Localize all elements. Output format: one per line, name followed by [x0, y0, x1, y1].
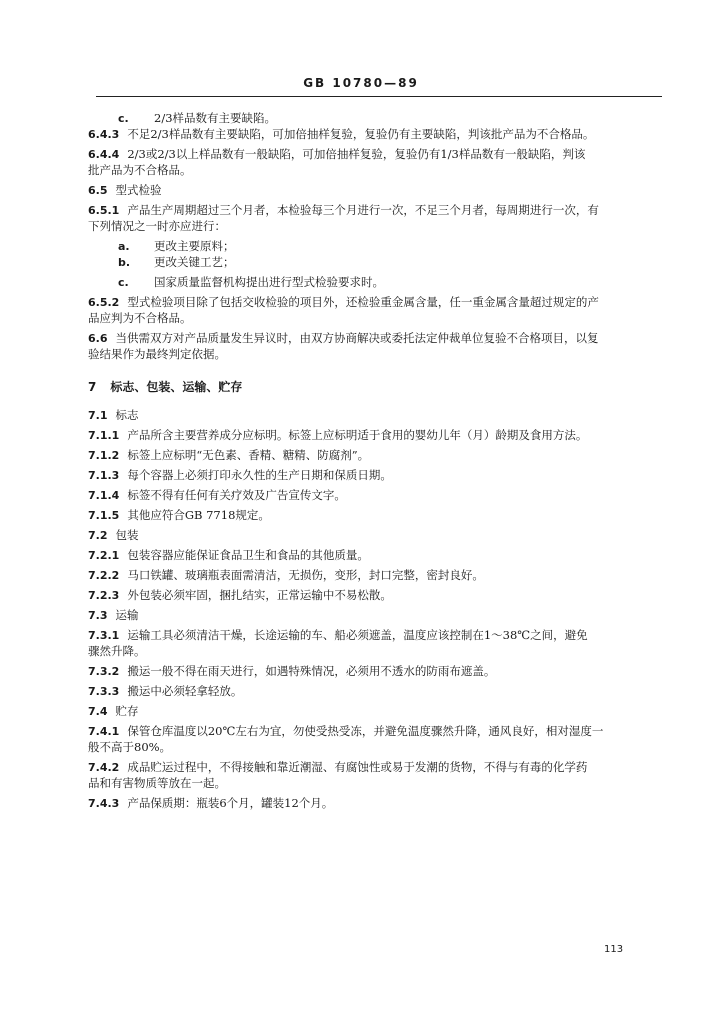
clause-number: 7.2 [88, 529, 108, 542]
clause-continuation [88, 740, 171, 755]
clause-text: 标签上应标明“无色素、香精、糖精、防腐剂”。 [127, 448, 370, 462]
clause-text: 不足2/3样品数有主要缺陷，可加倍抽样复验，复验仍有主要缺陷，判该批产品为不合格品。 [127, 127, 595, 141]
clause-line [88, 704, 139, 719]
clause-text: 产品所含主要营养成分应标明。标签上应标明适于食用的婴幼儿年（月）龄期及食用方法。 [127, 428, 588, 442]
clause-text: 搬运中必须轻拿轻放。 [127, 684, 243, 698]
clause-text: 每个容器上必须打印永久性的生产日期和保质日期。 [127, 468, 392, 482]
clause-line [88, 588, 392, 603]
section-heading [88, 378, 242, 395]
clause-number: 7.1 [88, 409, 108, 422]
clause-line [88, 295, 599, 310]
clause-number: 7.1.5 [88, 509, 120, 522]
clause-number: 7.4.3 [88, 797, 120, 810]
list-item [118, 111, 276, 126]
clause-line [88, 428, 587, 443]
section-number: 7 [88, 380, 97, 394]
clause-number: a. [118, 240, 130, 253]
clause-number: 7.3.2 [88, 665, 120, 678]
clause-text: 标志 [115, 408, 139, 422]
clause-number: b. [118, 256, 131, 269]
clause-text: 外包装必须牢固，捆扎结实，正常运输中不易松散。 [127, 588, 392, 602]
clause-line [88, 331, 599, 346]
clause-continuation [88, 219, 226, 234]
clause-number: 7.1.4 [88, 489, 120, 502]
clause-line [88, 760, 587, 775]
clause-text: 批产品为不合格品。 [88, 163, 192, 177]
clause-number: c. [118, 276, 129, 289]
clause-text: 型式检验项目除了包括交收检验的项目外，还检验重金属含量，任一重金属含量超过规定的产 [127, 295, 599, 309]
clause-text: 搬运一般不得在雨天进行，如遇特殊情况，必须用不透水的防雨布遮盖。 [127, 664, 496, 678]
clause-text: 运输 [115, 608, 139, 622]
clause-continuation [88, 644, 146, 659]
clause-number: 7.4.1 [88, 725, 120, 738]
clause-text: 国家质量监督机构提出进行型式检验要求时。 [154, 275, 384, 289]
clause-line [88, 664, 495, 679]
clause-text: 包装 [115, 528, 139, 542]
clause-text: 般不高于80%。 [88, 740, 172, 754]
clause-line [88, 608, 139, 623]
clause-text: 产品保质期：瓶装6个月，罐装12个月。 [127, 796, 334, 810]
clause-text: 产品生产周期超过三个月者，本检验每三个月进行一次，不足三个月者，每周期进行一次，有 [127, 203, 599, 217]
clause-line [88, 796, 333, 811]
clause-text: 运输工具必须清洁干燥，长途运输的车、船必须遮盖，温度应该控制在1～38℃之间，避免 [127, 628, 588, 642]
header-rule [96, 96, 662, 97]
clause-line [88, 488, 346, 503]
clause-text: 下列情况之一时亦应进行： [88, 219, 226, 233]
clause-number: 7.1.3 [88, 469, 120, 482]
clause-continuation [88, 163, 192, 178]
clause-number: 7.2.3 [88, 589, 120, 602]
clause-line [88, 528, 139, 543]
list-item [118, 275, 384, 290]
clause-text: 品和有害物质等放在一起。 [88, 776, 226, 790]
clause-text: 2/3样品数有主要缺陷。 [154, 111, 277, 125]
clause-number: 6.4.4 [88, 148, 120, 161]
clause-line [88, 468, 392, 483]
clause-line [88, 408, 139, 423]
clause-number: 7.3.3 [88, 685, 120, 698]
clause-text: 2/3或2/3以上样品数有一般缺陷，可加倍抽样复验，复验仍有1/3样品数有一般缺陷，判该 [127, 147, 586, 161]
clause-number: 7.4 [88, 705, 108, 718]
clause-text: 品应判为不合格品。 [88, 311, 192, 325]
clause-text: 验结果作为最终判定依据。 [88, 347, 226, 361]
clause-number: 7.2.2 [88, 569, 120, 582]
clause-text: 型式检验 [115, 183, 162, 197]
clause-text: 保管仓库温度以20℃左右为宜，勿使受热受冻，并避免温度骤然升降，通风良好，相对湿度一 [127, 724, 604, 738]
clause-number: 6.4.3 [88, 128, 120, 141]
clause-line [88, 183, 162, 198]
section-title-text: 标志、包装、运输、贮存 [110, 380, 243, 394]
clause-text: 贮存 [115, 704, 139, 718]
page-number: 113 [604, 944, 624, 955]
clause-line [88, 548, 369, 563]
clause-number: 7.2.1 [88, 549, 120, 562]
clause-line [88, 684, 242, 699]
clause-line [88, 628, 588, 643]
clause-text: 成品贮运过程中，不得接触和靠近潮湿、有腐蚀性或易于发潮的货物，不得与有毒的化学药 [127, 760, 588, 774]
clause-number: 7.1.2 [88, 449, 120, 462]
clause-number: 7.1.1 [88, 429, 120, 442]
clause-line [88, 448, 369, 463]
clause-number: 7.3.1 [88, 629, 120, 642]
clause-text: 更改关键工艺； [154, 255, 235, 269]
clause-line [88, 508, 270, 523]
clause-number: 6.5.2 [88, 296, 120, 309]
clause-number: 7.3 [88, 609, 108, 622]
clause-text: 骤然升降。 [88, 644, 146, 658]
clause-line [88, 568, 484, 583]
clause-continuation [88, 776, 226, 791]
clause-number: 6.5.1 [88, 204, 120, 217]
clause-line [88, 127, 594, 142]
clause-number: c. [118, 112, 129, 125]
clause-continuation [88, 311, 192, 326]
list-item [118, 239, 235, 254]
clause-text: 标签不得有任何有关疗效及广告宣传文字。 [127, 488, 346, 502]
clause-text: 其他应符合GB 7718规定。 [127, 508, 270, 522]
clause-text: 马口铁罐、玻璃瓶表面需清洁，无损伤，变形，封口完整，密封良好。 [127, 568, 484, 582]
list-item [118, 255, 235, 270]
clause-line [88, 147, 585, 162]
clause-line [88, 203, 599, 218]
clause-line [88, 724, 603, 739]
clause-number: 7.4.2 [88, 761, 120, 774]
clause-number: 6.5 [88, 184, 108, 197]
clause-text: 当供需双方对产品质量发生异议时，由双方协商解决或委托法定仲裁单位复验不合格项目，以复 [115, 331, 599, 345]
clause-continuation [88, 347, 226, 362]
document-header-title: GB 10780—89 [303, 76, 419, 90]
clause-text: 更改主要原料； [154, 239, 235, 253]
clause-text: 包装容器应能保证食品卫生和食品的其他质量。 [127, 548, 369, 562]
clause-number: 6.6 [88, 332, 108, 345]
